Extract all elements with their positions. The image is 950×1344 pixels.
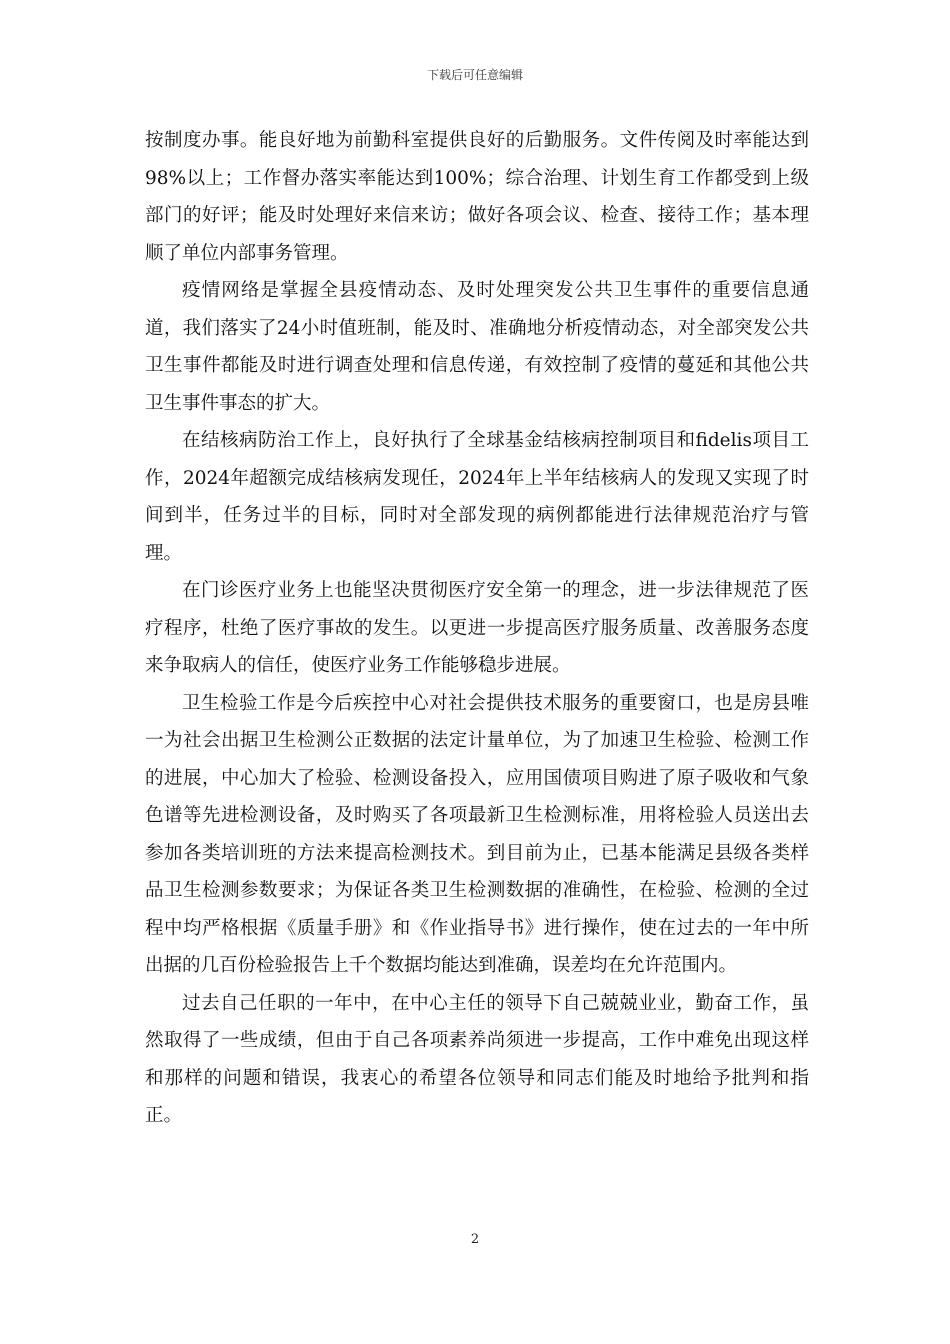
paragraph-self-reflection: 过去自己任职的一年中，在中心主任的领导下自己兢兢业业，勤奋工作，虽然取得了一些成绩，但由于自己各项素养尚须进一步提高，工作中难免出现这样和那样的问题和错误，我衷心的希望各位领导和同志们能及时地给予批判和指正。 <box>145 992 809 1126</box>
paragraph-epidemic-network: 疫情网络是掌握全县疫情动态、及时处理突发公共卫生事件的重要信息通道，我们落实了24小时值班制，能及时、准确地分析疫情动态，对全部突发公共卫生事件都能及时进行调查处理和信息传递，有效控制了疫情的蔓延和其他公共卫生事件事态的扩大。 <box>145 280 809 414</box>
paragraph-logistics-continuation: 按制度办事。能良好地为前勤科室提供良好的后勤服务。文件传阅及时率能达到98%以上；工作督办落实率能达到100%；综合治理、计划生育工作都受到上级部门的好评；能及时处理好来信来访；做好各项会议、检查、接待工作；基本理顺了单位内部事务管理。 <box>145 130 809 264</box>
paragraph-health-inspection: 卫生检验工作是今后疾控中心对社会提供技术服务的重要窗口，也是房县唯一为社会出据卫生检测公正数据的法定计量单位，为了加速卫生检验、检测工作的进展，中心加大了检验、检测设备投入，应用国债项目购进了原子吸收和气象色谱等先进检测设备，及时购买了各项最新卫生检测标准，用将检验人员送出去参加各类培训班的方法来提高检测技术。到目前为止，已基本能满足县级各类样品卫生检测参数要求；为保证各类卫生检测数据的准确性，在检验、检测的全过程中均严格根据《质量手册》和《作业指导书》进行操作，使在过去的一年中所出据的几百份检验报告上千个数据均能达到准确，误差均在允许范围内。 <box>145 692 809 976</box>
page-header: 下载后可任意编辑 <box>426 68 523 82</box>
paragraph-tuberculosis: 在结核病防治工作上，良好执行了全球基金结核病控制项目和fidelis项目工作，2024年超额完成结核病发现任，2024年上半年结核病人的发现又实现了时间到半，任务过半的目标，同时对全部发现的病例都能进行法律规范治疗与管理。 <box>145 430 809 564</box>
document-body <box>145 122 809 1135</box>
page-number: 2 <box>470 1232 480 1247</box>
paragraph-outpatient: 在门诊医疗业务上也能坚决贯彻医疗安全第一的理念，进一步法律规范了医疗程序，杜绝了医疗事故的发生。以更进一步提高医疗服务质量、改善服务态度来争取病人的信任，使医疗业务工作能够稳步进展。 <box>145 580 809 676</box>
